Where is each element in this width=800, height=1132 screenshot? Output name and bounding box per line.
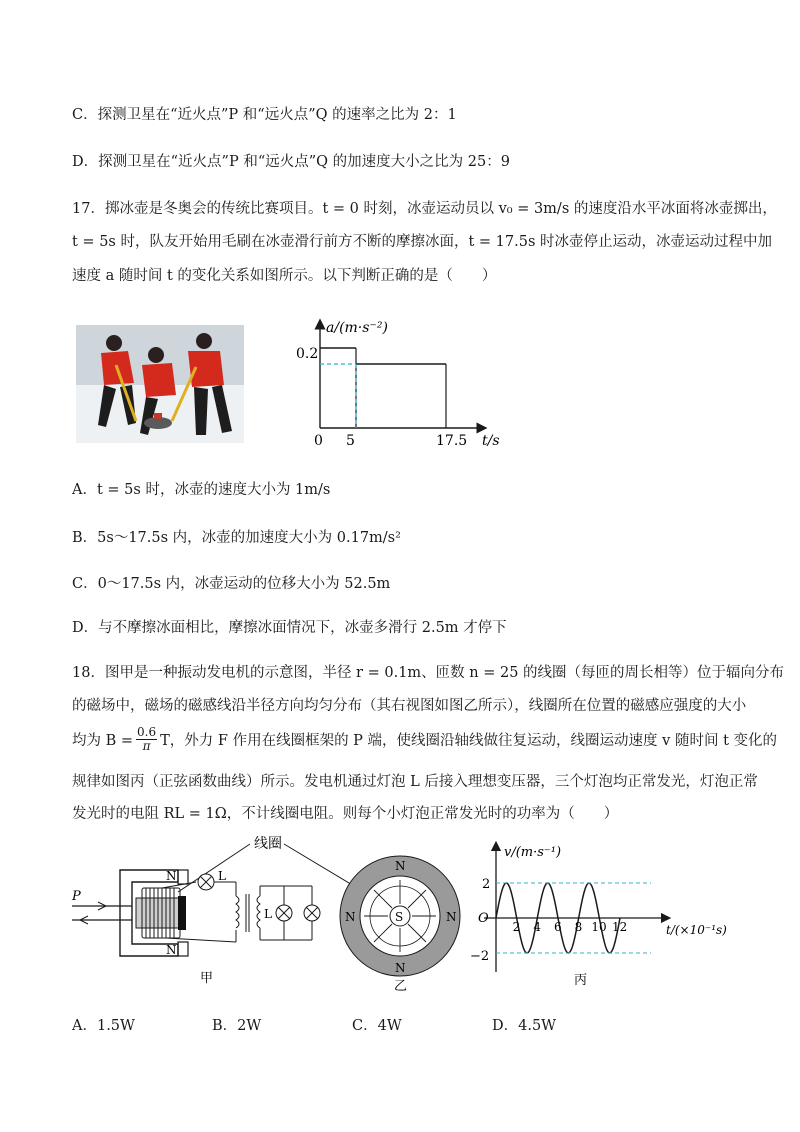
q17-option-d: D．与不摩擦冰面相比，摩擦冰面情况下，冰壶多滑行 2.5m 才停下 xyxy=(72,620,507,636)
caption-bing: 丙 xyxy=(574,973,588,988)
v-x-tick-label-10: 10 xyxy=(591,920,607,934)
yi-n-bottom: N xyxy=(395,961,406,975)
yi-n-left: N xyxy=(345,910,356,924)
curling-photo xyxy=(76,325,244,443)
p-label: P xyxy=(72,889,81,904)
v-y-axis-label: v/(m·s⁻¹) xyxy=(504,845,562,860)
y-tick-label: 0.2 xyxy=(296,346,319,362)
velocity-time-graph xyxy=(470,838,740,990)
figures-jia-yi xyxy=(66,832,466,992)
formula-suffix: T，外力 F 作用在线圈框架的 P 端，使线圈沿轴线做往复运动，线圈运动速度 v 随时间 t 变化的 xyxy=(160,733,778,750)
v-x-tick-label-2: 2 xyxy=(512,920,521,934)
y-axis-label: a/(m·s⁻²) xyxy=(326,320,388,336)
fraction-denominator: π xyxy=(142,739,151,754)
x-tick-label-0: 0 xyxy=(314,433,323,449)
v-x-tick-label-4: 4 xyxy=(533,920,541,934)
v-x-tick-label-12: 12 xyxy=(612,920,628,934)
v-y-tick-2: 2 xyxy=(482,877,491,892)
v-x-axis-label: t/(×10⁻¹s) xyxy=(666,923,727,937)
yi-n-right: N xyxy=(446,910,457,924)
x-tick-label-17-5: 17.5 xyxy=(436,433,468,449)
v-origin-label: O xyxy=(478,911,489,926)
q18-option-c: C．4W xyxy=(352,1018,402,1034)
formula-prefix: 均为 B = xyxy=(72,733,134,750)
lamp-l-parallel-label: L xyxy=(264,907,272,921)
yi-n-top: N xyxy=(395,859,406,873)
fraction xyxy=(136,726,157,753)
q18-option-b: B．2W xyxy=(212,1018,262,1034)
q17-stem-line-2: t = 5s 时，队友开始用毛刷在冰壶滑行前方不断的摩擦冰面，t = 17.5s 时冰壶停止运动，冰壶运动过程中加 xyxy=(72,234,772,250)
q18-stem-line-5: 发光时的电阻 RL = 1Ω，不计线圈电阻。则每个小灯泡正常发光时的功率为（ ） xyxy=(72,806,619,822)
q18-stem-line-3 xyxy=(72,726,777,753)
q17-stem-line-3: 速度 a 随时间 t 的变化关系如图所示。以下判断正确的是（ ） xyxy=(72,268,497,284)
q17-option-c: C．0～17.5s 内，冰壶运动的位移大小为 52.5m xyxy=(72,576,391,592)
v-y-tick-neg2: −2 xyxy=(470,949,490,964)
q18-stem-line-2: 的磁场中，磁场的磁感线沿半径方向均匀分布（其右视图如图乙所示），线圈所在位置的磁感应强度的大小 xyxy=(72,698,747,714)
v-x-tick-label-6: 6 xyxy=(554,920,562,934)
q17-option-b: B．5s～17.5s 内，冰壶的加速度大小为 0.17m/s² xyxy=(72,530,401,546)
q16-option-c: C．探测卫星在“近火点”P 和“远火点”Q 的速率之比为 2：1 xyxy=(72,107,457,123)
q17-option-a: A．t = 5s 时，冰壶的速度大小为 1m/s xyxy=(72,482,331,498)
lamp-l-series-label: L xyxy=(218,869,226,883)
v-x-tick-label-8: 8 xyxy=(574,920,583,934)
caption-yi: 乙 xyxy=(394,979,408,992)
coil-label: 线圈 xyxy=(254,836,282,852)
x-axis-label: t/s xyxy=(482,433,500,449)
q16-option-d: D．探测卫星在“近火点”P 和“远火点”Q 的加速度大小之比为 25：9 xyxy=(72,154,510,170)
jia-n-top: N xyxy=(166,869,177,883)
yi-s-label: S xyxy=(395,910,404,924)
x-tick-label-5: 5 xyxy=(346,433,355,449)
jia-n-bottom: N xyxy=(166,943,177,957)
q18-option-a: A．1.5W xyxy=(72,1018,135,1034)
acceleration-time-graph xyxy=(290,312,515,450)
q18-option-d: D．4.5W xyxy=(492,1018,557,1034)
q18-stem-line-1: 18．图甲是一种振动发电机的示意图，半径 r = 0.1m、匝数 n = 25 的线圈（每匝的周长相等）位于辐向分布 xyxy=(72,665,785,681)
q18-stem-line-4: 规律如图丙（正弦函数曲线）所示。发电机通过灯泡 L 后接入理想变压器，三个灯泡均正常发光，灯泡正常 xyxy=(72,774,758,790)
fraction-numerator: 0.6 xyxy=(137,725,157,739)
q17-stem-line-1: 17．掷冰壶是冬奥会的传统比赛项目。t = 0 时刻，冰壶运动员以 v₀ = 3m/s 的速度沿水平冰面将冰壶掷出， xyxy=(72,201,777,217)
caption-jia: 甲 xyxy=(200,971,214,986)
